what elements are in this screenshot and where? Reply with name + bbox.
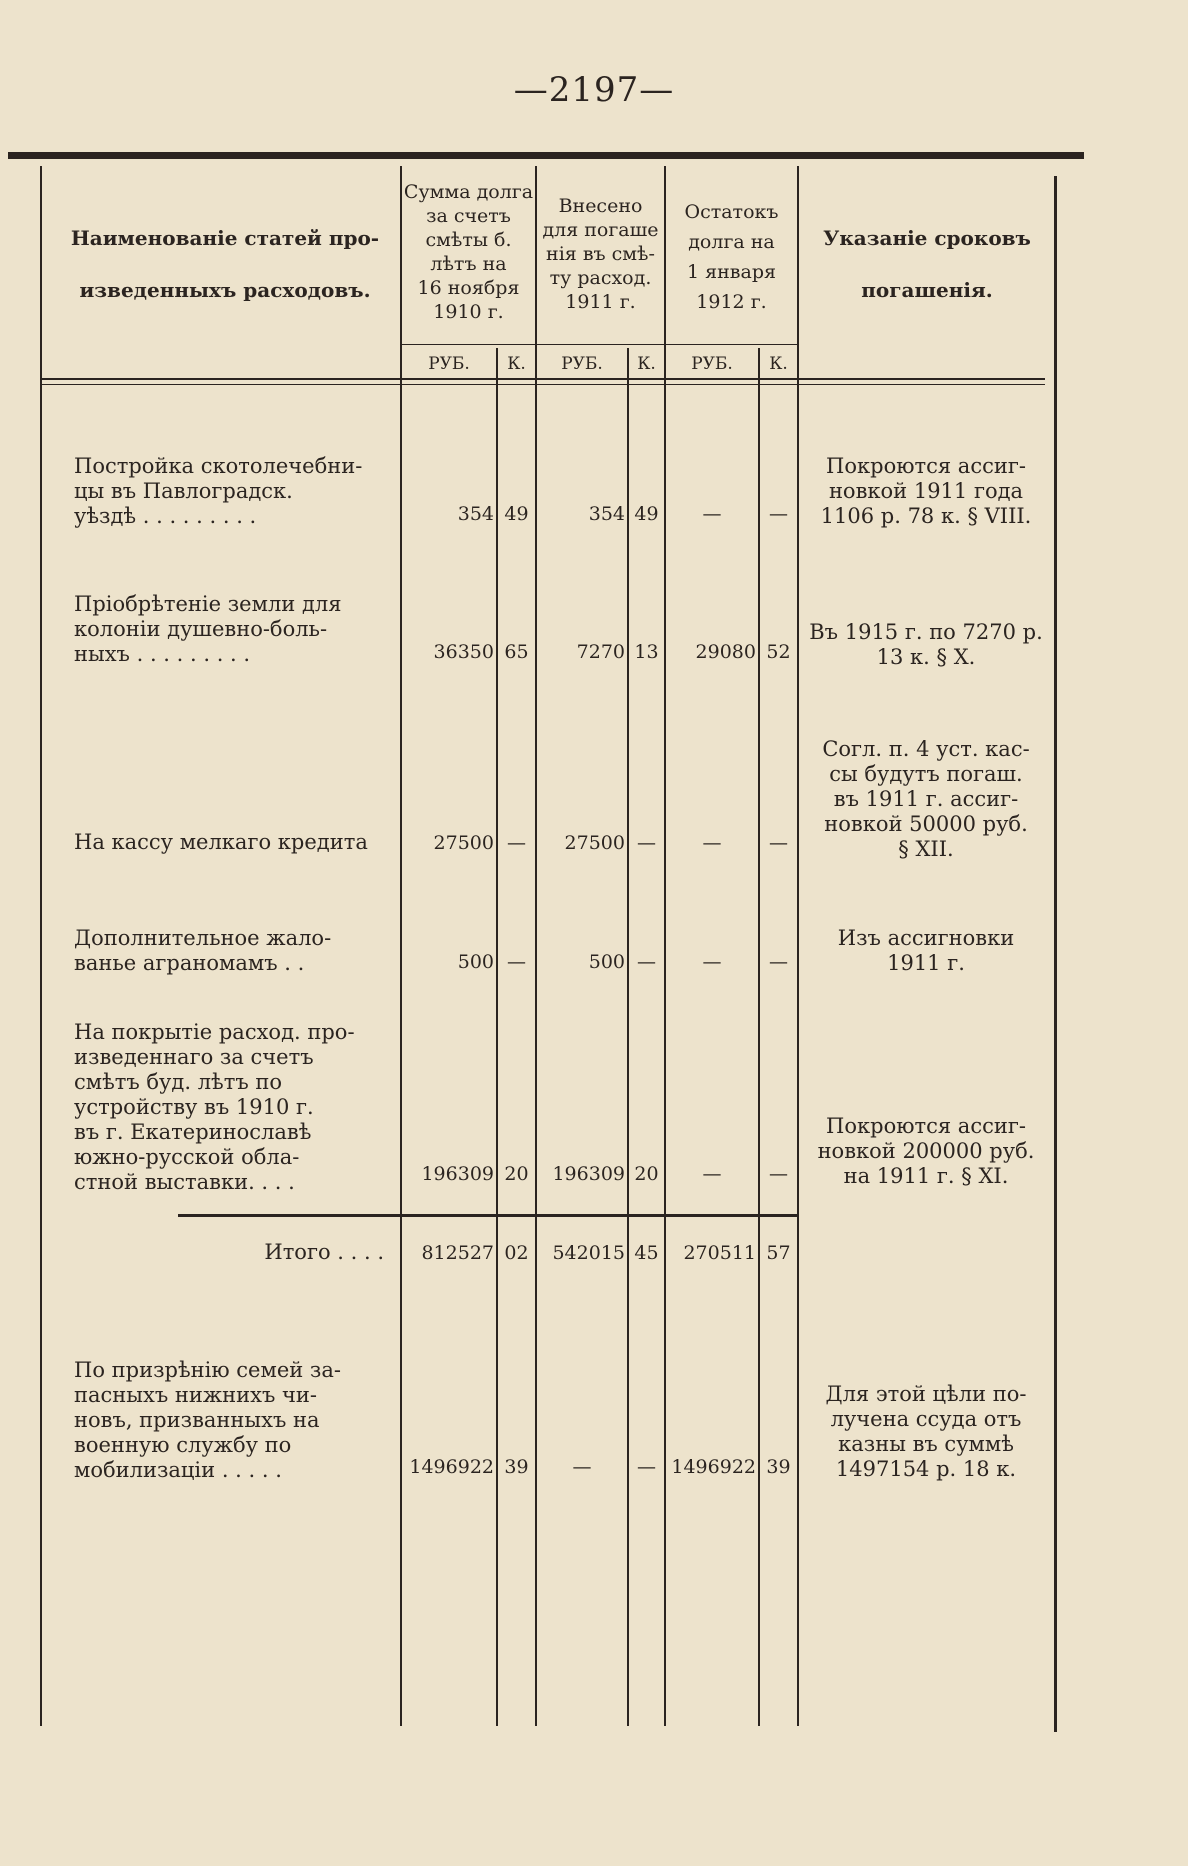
row-name-line: цы въ Павлоградск. — [74, 479, 293, 503]
header-name — [60, 226, 390, 302]
rest-rub: — — [702, 951, 722, 973]
debt-kop: — — [507, 951, 526, 973]
total-debt-rub: 812527 — [421, 1242, 494, 1264]
unit-rub-paid: РУБ. — [561, 354, 603, 374]
rest-rub: — — [702, 503, 722, 525]
row-name-line: южно-русской обла- — [74, 1145, 300, 1169]
row-note-line: Въ 1915 г. по 7270 р. — [809, 620, 1043, 644]
col-line-debt-kop — [496, 348, 498, 1726]
debt-rub: 27500 — [433, 832, 494, 854]
header-terms-line-2: погашенія. — [861, 278, 993, 302]
header-debt-line: лѣтъ на — [430, 253, 507, 275]
debt-kop: 39 — [504, 1456, 529, 1478]
paid-kop: 13 — [634, 641, 659, 663]
header-name-line-1: Наименованіе статей про- — [70, 226, 380, 250]
header-rest-line: долга на — [688, 231, 775, 253]
row-name-line: По призрѣнію семей за- — [74, 1358, 341, 1382]
rest-kop: — — [769, 951, 788, 973]
col-line-left — [40, 166, 42, 1726]
row-name-line: стной выставки. . . . — [74, 1170, 295, 1194]
paid-rub: 196309 — [552, 1163, 625, 1185]
row-note-line: 1497154 р. 18 к. — [835, 1457, 1017, 1481]
row-note-line: Изъ ассигновки — [837, 926, 1015, 950]
total-rest-kop: 57 — [766, 1242, 791, 1264]
total-debt-kop: 02 — [504, 1242, 529, 1264]
row-name-line: Пріобрѣтеніе земли для — [74, 592, 342, 616]
row-note-line: казны въ суммѣ — [838, 1432, 1014, 1456]
paid-kop: — — [637, 951, 656, 973]
row-name-line: колоніи душевно-боль- — [74, 617, 328, 641]
unit-kop-debt: К. — [507, 354, 526, 374]
col-line-debt — [535, 166, 537, 1726]
rest-rub: 29080 — [695, 641, 756, 663]
row-note-line: новкой 200000 руб. — [817, 1139, 1035, 1163]
rest-kop: 52 — [766, 641, 791, 663]
header-debt-line: смѣты б. — [425, 229, 512, 251]
debt-kop: — — [507, 832, 526, 854]
total-paid-rub: 542015 — [552, 1242, 625, 1264]
paid-kop: — — [637, 1456, 656, 1478]
rest-rub: 1496922 — [671, 1456, 756, 1478]
header-debt-line: 1910 г. — [433, 301, 504, 323]
row-name — [74, 454, 384, 529]
row-note — [808, 1382, 1044, 1482]
header-name-line-2: изведенныхъ расходовъ. — [79, 278, 371, 302]
paid-kop: 20 — [634, 1163, 659, 1185]
row-name-line: въ г. Екатеринославѣ — [74, 1120, 312, 1144]
paid-rub: 27500 — [564, 832, 625, 854]
row-name-line: Постройка скотолечебни- — [74, 454, 363, 478]
header-paid-line: 1911 г. — [565, 291, 636, 313]
paid-kop: 49 — [634, 503, 659, 525]
row-note-line: сы будутъ погаш. — [829, 762, 1023, 786]
page-number: —2197— — [513, 70, 675, 110]
row-note-line: 13 к. § X. — [876, 645, 976, 669]
debt-rub: 196309 — [421, 1163, 494, 1185]
header-terms-line-1: Указаніе сроковъ — [823, 226, 1031, 250]
header-paid-line: для погаше — [542, 219, 659, 241]
row-note — [808, 926, 1044, 976]
debt-rub: 500 — [457, 951, 494, 973]
debt-rub: 354 — [457, 503, 494, 525]
debt-rub: 1496922 — [409, 1456, 494, 1478]
header-debt-line: 16 ноября — [417, 277, 520, 299]
row-note-line: 1911 г. — [887, 951, 965, 975]
header-rest — [666, 200, 797, 314]
col-line-rest — [797, 166, 799, 1726]
row-name-line: военную службу по — [74, 1433, 292, 1457]
unit-kop-paid: К. — [637, 354, 656, 374]
paid-rub: — — [572, 1456, 592, 1478]
debt-kop: 49 — [504, 503, 529, 525]
header-rest-line: Остатокъ — [684, 201, 779, 223]
row-note-line: на 1911 г. § XI. — [843, 1164, 1009, 1188]
paid-rub: 7270 — [576, 641, 625, 663]
row-name — [74, 830, 384, 855]
row-name-line: мобилизаціи . . . . . — [74, 1458, 282, 1482]
row-note-line: Покроются ассиг- — [826, 454, 1026, 478]
debt-kop: 65 — [504, 641, 529, 663]
row-note — [808, 620, 1044, 670]
header-debt-line: Сумма долга — [403, 181, 534, 203]
row-name-line: изведеннаго за счетъ — [74, 1045, 314, 1069]
header-paid — [537, 194, 664, 314]
row-name — [74, 926, 384, 976]
col-line-right — [1054, 176, 1057, 1732]
row-name — [74, 592, 384, 667]
rest-kop: — — [769, 1163, 788, 1185]
top-rule — [8, 152, 1084, 159]
row-name — [74, 1358, 384, 1483]
unit-rule — [400, 344, 797, 345]
total-rule — [178, 1214, 797, 1217]
rest-rub: — — [702, 1163, 722, 1185]
row-note-line: новкой 1911 года — [828, 479, 1024, 503]
row-name-line: новъ, призванныхъ на — [74, 1408, 320, 1432]
col-line-name — [400, 166, 402, 1726]
debt-rub: 36350 — [433, 641, 494, 663]
total-rest-rub: 270511 — [683, 1242, 756, 1264]
row-note-line: Согл. п. 4 уст. кас- — [822, 737, 1030, 761]
row-note-line: § XII. — [898, 837, 954, 861]
row-note-line: лучена ссуда отъ — [830, 1407, 1022, 1431]
rest-kop: — — [769, 503, 788, 525]
row-name-line: пасныхъ нижнихъ чи- — [74, 1383, 318, 1407]
header-rule-1 — [40, 378, 1045, 380]
col-line-paid — [664, 166, 666, 1726]
row-name-line: устройству въ 1910 г. — [74, 1095, 314, 1119]
row-note-line: въ 1911 г. ассиг- — [833, 787, 1019, 811]
row-name-line: На покрытіе расход. про- — [74, 1020, 355, 1044]
row-name-line: ныхъ . . . . . . . . . — [74, 642, 251, 666]
row-name — [74, 1020, 384, 1195]
header-paid-line: Внесено — [558, 195, 643, 217]
rest-kop: — — [769, 832, 788, 854]
row-note-line: Для этой цѣли по- — [825, 1382, 1027, 1406]
paid-rub: 354 — [588, 503, 625, 525]
row-name-line: уѣздѣ . . . . . . . . . — [74, 504, 257, 528]
header-rest-line: 1 января — [687, 261, 776, 283]
col-line-rest-kop — [758, 348, 760, 1726]
header-paid-line: ту расход. — [549, 267, 652, 289]
row-note-line: 1106 р. 78 к. § VIII. — [820, 504, 1032, 528]
rest-kop: 39 — [766, 1456, 791, 1478]
col-line-paid-kop — [627, 348, 629, 1726]
row-note — [808, 454, 1044, 529]
unit-rub-debt: РУБ. — [428, 354, 470, 374]
total-paid-kop: 45 — [634, 1242, 659, 1264]
header-rule-2 — [40, 384, 1045, 385]
header-debt-line: за счетъ — [426, 205, 511, 227]
paid-rub: 500 — [588, 951, 625, 973]
row-name-line: ванье аграномамъ . . — [74, 951, 305, 975]
debt-kop: 20 — [504, 1163, 529, 1185]
rest-rub: — — [702, 832, 722, 854]
total-label: Итого . . . . — [264, 1240, 384, 1264]
row-note-line: новкой 50000 руб. — [824, 812, 1028, 836]
header-terms — [800, 226, 1054, 302]
unit-rub-rest: РУБ. — [691, 354, 733, 374]
row-note — [808, 737, 1044, 862]
row-name-line: Дополнительное жало- — [74, 926, 332, 950]
paid-kop: — — [637, 832, 656, 854]
row-name-line: смѣтъ буд. лѣтъ по — [74, 1070, 282, 1094]
unit-kop-rest: К. — [769, 354, 788, 374]
header-debt — [402, 180, 535, 324]
row-name-line: На кассу мелкаго кредита — [74, 830, 368, 854]
header-rest-line: 1912 г. — [696, 291, 767, 313]
row-note — [808, 1114, 1044, 1189]
header-paid-line: нія въ смѣ- — [546, 243, 655, 265]
row-note-line: Покроются ассиг- — [826, 1114, 1026, 1138]
